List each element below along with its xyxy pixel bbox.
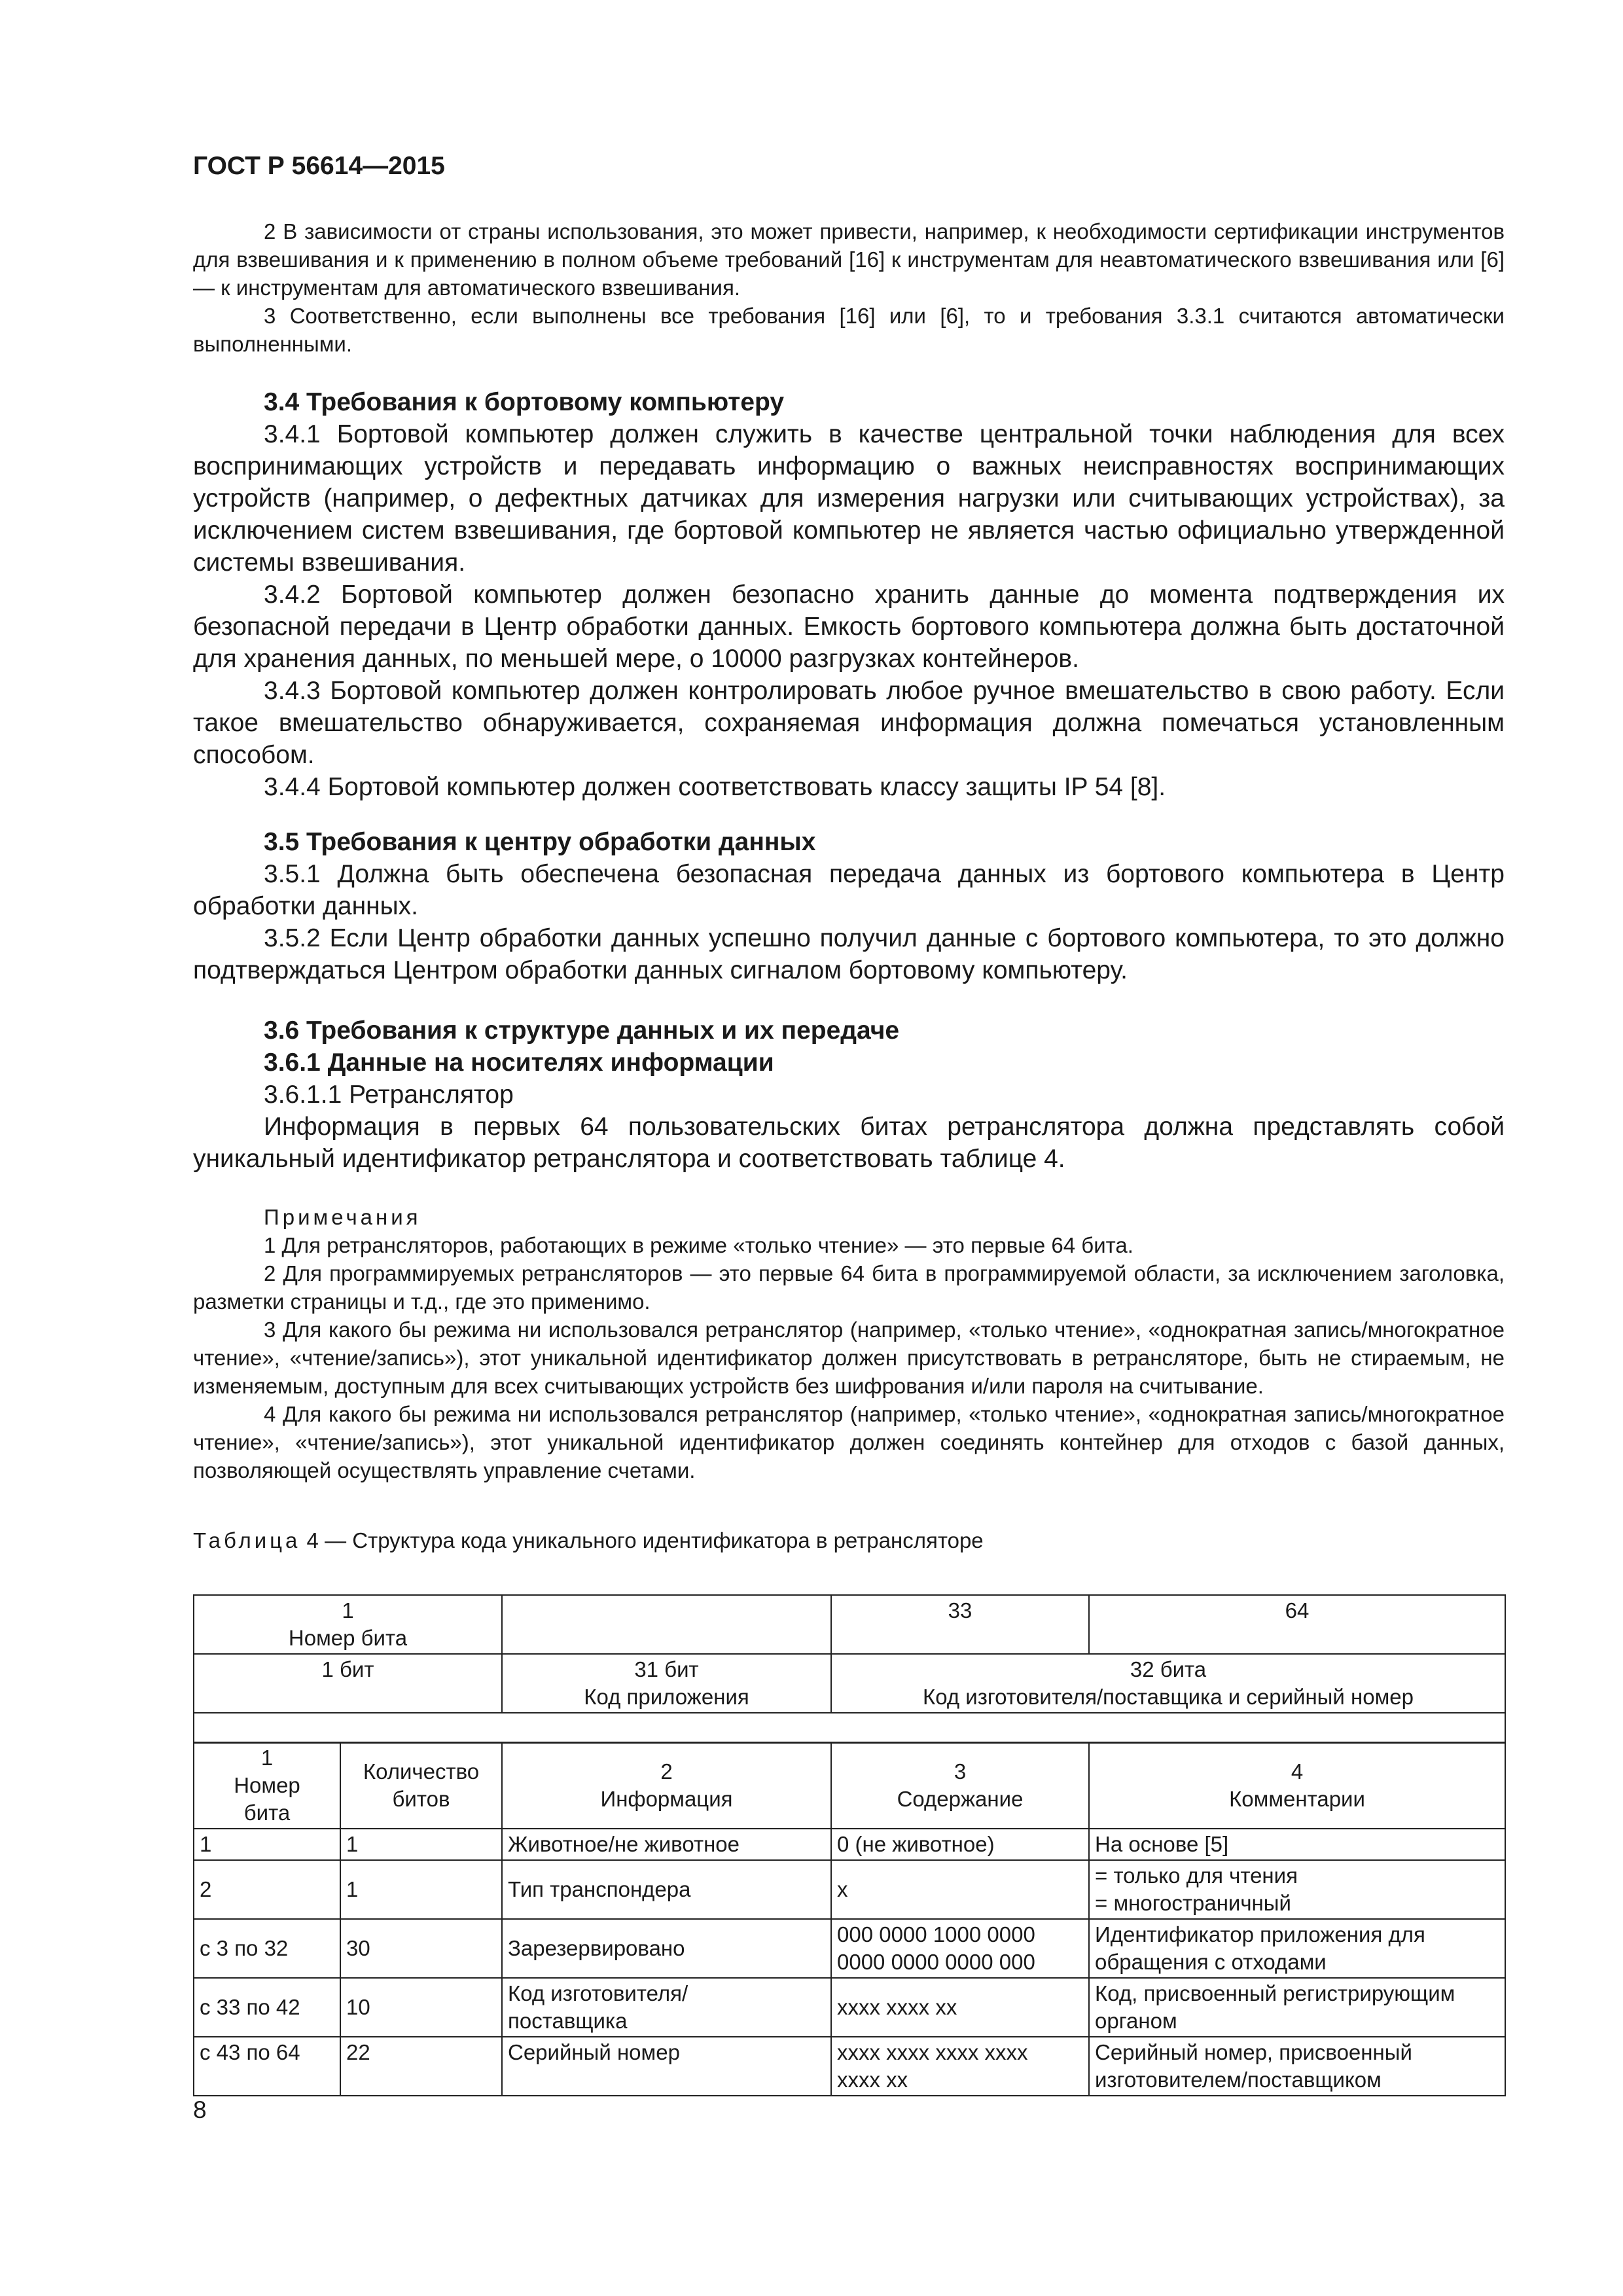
field-1bit: 1 бит xyxy=(194,1654,502,1713)
header-comments-label: Комментарии xyxy=(1229,1787,1365,1811)
document-header: ГОСТ Р 56614—2015 xyxy=(193,152,445,180)
cell-information-line: Серийный номер xyxy=(508,2040,680,2064)
bit-number-empty xyxy=(502,1595,831,1654)
detail-header-row xyxy=(194,1742,1505,1829)
cell-comments-line: На основе [5] xyxy=(1095,1832,1229,1856)
cell-content-line: 0 (не животное) xyxy=(837,1832,995,1856)
section-3-6-heading: 3.6 Требования к структуре данных и их передаче xyxy=(264,1016,900,1045)
cell-comments-line: = только для чтения xyxy=(1095,1863,1298,1888)
table-row xyxy=(194,1978,1505,2037)
field-31bit-name: Код приложения xyxy=(584,1685,749,1709)
table-caption-text: 4 — Структура кода уникального идентификатора в ретрансляторе xyxy=(300,1528,984,1552)
detail-rows xyxy=(194,1829,1505,2096)
header-bit-number-line2: бита xyxy=(243,1801,291,1825)
cell-content xyxy=(831,1860,1089,1919)
bit-detail-table xyxy=(193,1742,1506,2096)
section-3-6-1-heading: 3.6.1 Данные на носителях информации xyxy=(264,1049,774,1077)
header-bit-count xyxy=(340,1742,502,1829)
cell-bit-number xyxy=(194,1919,340,1978)
cell-bit-count xyxy=(340,2037,502,2096)
field-32bit-name: Код изготовителя/поставщика и серийный номер xyxy=(923,1685,1414,1709)
note-3: 3 Соответственно, если выполнены все требования [16] или [6], то и требования 3.3.1 считаются автоматически выполненными. xyxy=(193,304,1505,356)
header-bit-number-line1: Номер xyxy=(234,1773,300,1797)
field-32bit xyxy=(831,1654,1505,1713)
bit-layout-row-numbers xyxy=(194,1595,1505,1654)
cell-content-line: 0000 0000 0000 000 xyxy=(837,1950,1035,1974)
paragraph-3-5-2: 3.5.2 Если Центр обработки данных успешно получил данные с бортового компьютера, то это должно подтверждаться Центром обработки данных сигналом бортовому компьютеру. xyxy=(193,924,1505,984)
cell-comments xyxy=(1089,1829,1505,1860)
cell-information xyxy=(502,1860,831,1919)
bit-number-label: Номер бита xyxy=(288,1626,408,1650)
section-3-4 xyxy=(193,386,1505,803)
cell-bit-number xyxy=(194,2037,340,2096)
header-bit-count-line2: битов xyxy=(392,1787,450,1811)
bit-layout-row-fields xyxy=(194,1654,1505,1713)
note-bottom-4: 4 Для какого бы режима ни использовался ретранслятор (например, «только чтение», «однократная запись/многократное чтение», «чтение/запись»), этот уникальной идентификатор должен соединять контейнер для отходов с базой данных, позволяющей осуществлять управление счетами. xyxy=(193,1402,1505,1482)
cell-information xyxy=(502,1919,831,1978)
header-comments xyxy=(1089,1742,1505,1829)
header-content-label: Содержание xyxy=(897,1787,1024,1811)
empty-cell xyxy=(194,1713,1505,1743)
paragraph-3-4-1: 3.4.1 Бортовой компьютер должен служить в качестве центральной точки наблюдения для всех воспринимающих устройств и передавать информацию о важных неисправностях воспринимающих устройств (например, о дефектных датчиках для измерения нагрузки или считывающих устройствах), за исключением систем взвешивания, где бортовой компьютер не является частью официально утвержденной системы взвешивания. xyxy=(193,420,1505,577)
note-bottom-1: 1 Для ретрансляторов, работающих в режиме «только чтение» — это первые 64 бита. xyxy=(264,1233,1133,1257)
table-row xyxy=(194,2037,1505,2096)
paragraph-3-5-1: 3.5.1 Должна быть обеспечена безопасная передача данных из бортового компьютера в Центр обработки данных. xyxy=(193,860,1505,920)
cell-information-line: Код изготовителя/ xyxy=(508,1981,688,2005)
section-3-6-1-1-heading: 3.6.1.1 Ретранслятор xyxy=(264,1081,514,1109)
notes-title: Примечания xyxy=(264,1205,421,1229)
header-information xyxy=(502,1742,831,1829)
cell-bit-count-line: 22 xyxy=(346,2040,370,2064)
header-content-index: 3 xyxy=(954,1759,967,1784)
header-bit-number xyxy=(194,1742,340,1829)
bit-number-cell xyxy=(194,1595,502,1654)
cell-comments xyxy=(1089,1860,1505,1919)
table-caption-prefix: Таблица xyxy=(193,1528,301,1552)
cell-bit-count xyxy=(340,1919,502,1978)
cell-information-line: Зарезервировано xyxy=(508,1936,685,1960)
cell-content xyxy=(831,1978,1089,2037)
cell-bit-number xyxy=(194,1978,340,2037)
field-32bit-size: 32 бита xyxy=(1130,1657,1207,1681)
bit-layout-row-empty xyxy=(194,1713,1505,1743)
cell-content xyxy=(831,2037,1089,2096)
cell-bit-count xyxy=(340,1860,502,1919)
cell-bit-number-line: 2 xyxy=(200,1877,212,1901)
paragraph-3-4-3: 3.4.3 Бортовой компьютер должен контролировать любое ручное вмешательство в свою работу. Если такое вмешательство обнаруживается, сохраняемая информация должна помечаться установленным способом. xyxy=(193,677,1505,769)
cell-bit-count xyxy=(340,1978,502,2037)
cell-comments-line: Код, присвоенный регистрирующим органом xyxy=(1095,1981,1455,2033)
cell-bit-number-line: с 3 по 32 xyxy=(200,1936,289,1960)
note-bottom-3: 3 Для какого бы режима ни использовался ретранслятор (например, «только чтение», «однократная запись/многократное чтение», «чтение/запись»), этот уникальной идентификатор должен присутствовать в ретрансляторе, быть не стираемым, не изменяемым, доступным для всех считывающих устройств без шифрования и/или пароля на считывание. xyxy=(193,1318,1505,1398)
cell-bit-number-line: 1 xyxy=(200,1832,212,1856)
cell-comments-line: Серийный номер, присвоенный изготовителем/поставщиком xyxy=(1095,2040,1412,2092)
cell-content xyxy=(831,1829,1089,1860)
cell-content-line: xxxx xxxx xx xyxy=(837,1995,957,2019)
cell-content xyxy=(831,1919,1089,1978)
cell-bit-number-line: с 43 по 64 xyxy=(200,2040,300,2064)
paragraph-3-6-1-1: Информация в первых 64 пользовательских битах ретранслятора должна представлять собой уникальный идентификатор ретранслятора и соответствовать таблице 4. xyxy=(193,1113,1505,1173)
header-content xyxy=(831,1742,1089,1829)
cell-comments xyxy=(1089,2037,1505,2096)
cell-information-line: поставщика xyxy=(508,2009,628,2033)
cell-bit-number xyxy=(194,1829,340,1860)
cell-content-line: xxxx xx xyxy=(837,2068,908,2092)
header-bit-number-index: 1 xyxy=(260,1746,274,1770)
bit-number-1: 1 xyxy=(342,1598,354,1623)
cell-bit-count xyxy=(340,1829,502,1860)
header-comments-index: 4 xyxy=(1291,1759,1304,1784)
section-3-6 xyxy=(193,1014,1505,1175)
cell-bit-count-line: 1 xyxy=(346,1877,359,1901)
cell-comments xyxy=(1089,1919,1505,1978)
header-information-label: Информация xyxy=(600,1787,733,1811)
cell-information xyxy=(502,1978,831,2037)
section-3-5-heading: 3.5 Требования к центру обработки данных xyxy=(264,828,816,856)
bit-number-33: 33 xyxy=(831,1595,1089,1654)
cell-information-line: Тип транспондера xyxy=(508,1877,691,1901)
notes-bottom xyxy=(193,1203,1505,1484)
section-3-4-heading: 3.4 Требования к бортовому компьютеру xyxy=(264,388,785,416)
cell-content-line: x xyxy=(837,1877,848,1901)
bit-layout-table xyxy=(193,1594,1506,1744)
cell-information-line: Животное/не животное xyxy=(508,1832,740,1856)
paragraph-3-4-4: 3.4.4 Бортовой компьютер должен соответствовать классу защиты IP 54 [8]. xyxy=(264,773,1166,801)
paragraph-3-4-2: 3.4.2 Бортовой компьютер должен безопасно хранить данные до момента подтверждения их безопасной передачи в Центр обработки данных. Емкость бортового компьютера должна быть достаточной для хранения данных, по меньшей мере, о 10000 разгрузках контейнеров. xyxy=(193,581,1505,673)
notes-top xyxy=(193,217,1505,358)
header-information-index: 2 xyxy=(660,1759,673,1784)
page-number: 8 xyxy=(193,2096,207,2123)
field-31bit-size: 31 бит xyxy=(634,1657,699,1681)
table-row xyxy=(194,1829,1505,1860)
cell-bit-count-line: 1 xyxy=(346,1832,359,1856)
table-caption xyxy=(193,1528,984,1553)
bit-number-64: 64 xyxy=(1089,1595,1505,1654)
cell-bit-count-line: 30 xyxy=(346,1936,370,1960)
cell-bit-number-line: с 33 по 42 xyxy=(200,1995,300,2019)
cell-comments-line: = многостраничный xyxy=(1095,1891,1291,1915)
cell-comments xyxy=(1089,1978,1505,2037)
cell-bit-number xyxy=(194,1860,340,1919)
cell-content-line: 000 0000 1000 0000 xyxy=(837,1922,1035,1946)
note-2: 2 В зависимости от страны использования, это может привести, например, к необходимости сертификации инструментов для взвешивания и к применению в полном объеме требований [16] к инструментам для неавтоматического взвешивания или [6] — к инструментам для автоматического взвешивания. xyxy=(193,219,1505,300)
cell-information xyxy=(502,2037,831,2096)
cell-content-line: xxxx xxxx xxxx xxxx xyxy=(837,2040,1028,2064)
cell-comments-line: Идентификатор приложения для обращения с отходами xyxy=(1095,1922,1425,1974)
field-31bit xyxy=(502,1654,831,1713)
cell-information xyxy=(502,1829,831,1860)
note-bottom-2: 2 Для программируемых ретрансляторов — это первые 64 бита в программируемой области, за исключением заголовка, разметки страницы и т.д., где это применимо. xyxy=(193,1261,1505,1314)
table-row xyxy=(194,1860,1505,1919)
table-row xyxy=(194,1919,1505,1978)
cell-bit-count-line: 10 xyxy=(346,1995,370,2019)
section-3-5 xyxy=(193,826,1505,986)
header-bit-count-line1: Количество xyxy=(363,1759,480,1784)
